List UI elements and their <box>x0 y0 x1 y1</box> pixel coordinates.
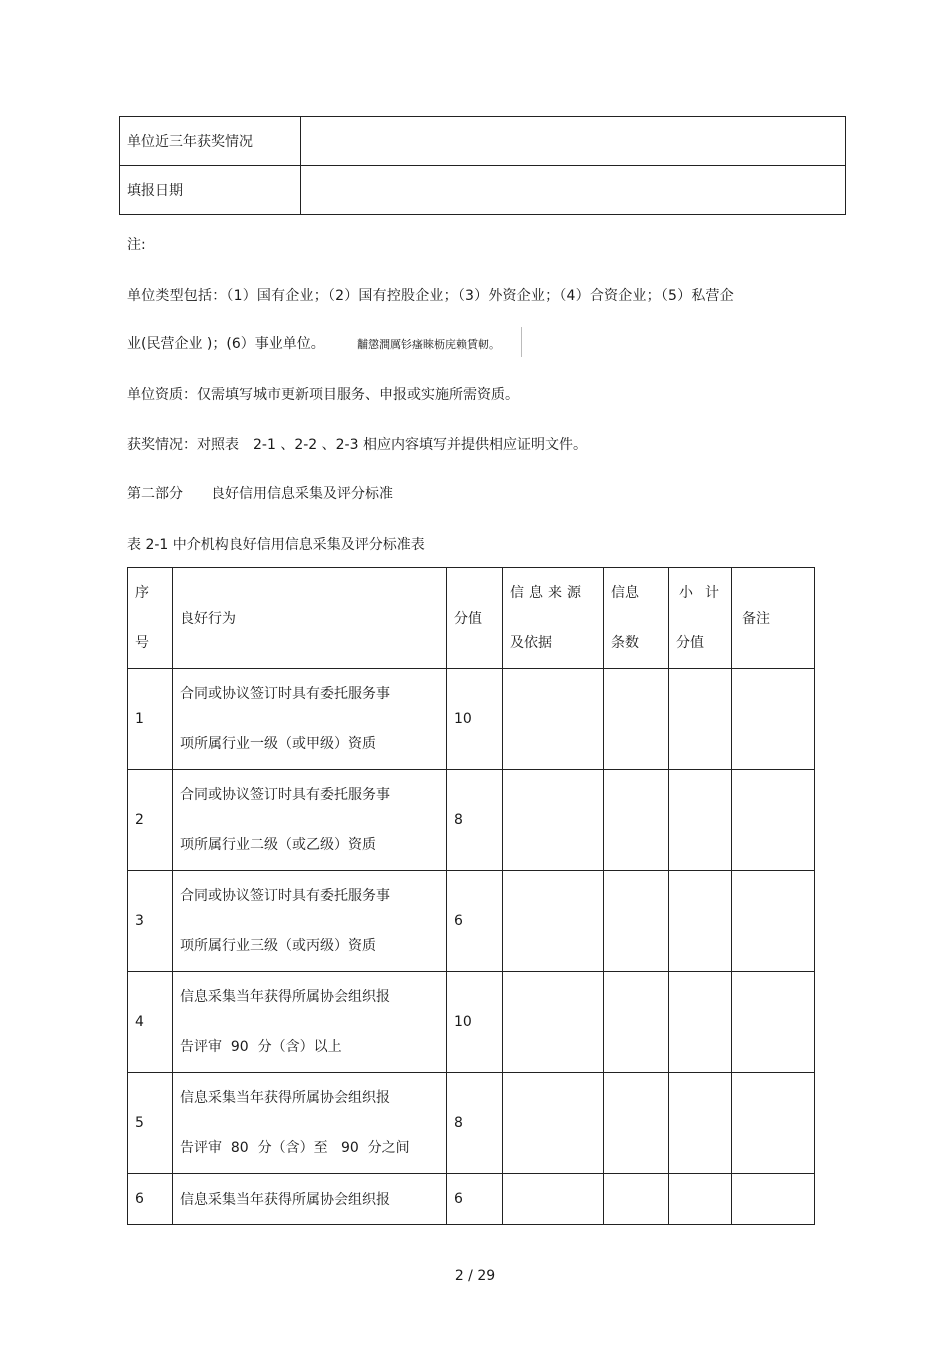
info-value-awards <box>301 117 846 166</box>
row-desc <box>173 669 447 770</box>
awards-note: 获奖情况：对照表 2-1 、2-2 、2-3 相应内容填写并提供相应证明文件。 <box>127 437 587 453</box>
info-label-date: 填报日期 <box>120 166 301 215</box>
unit-type-note-line2: 业(民营企业 )；(6）事业单位。 <box>127 336 325 352</box>
row-desc-line2: 项所属行业三级（或丙级）资质 <box>180 938 376 954</box>
row-remark <box>732 1073 815 1174</box>
credit-score-table <box>127 567 815 1225</box>
part-two-title: 第二部分 良好信用信息采集及评分标准 <box>127 486 393 502</box>
row-desc-line1: 信息采集当年获得所属协会组织报 <box>180 1090 390 1106</box>
header-source-line2: 及依据 <box>510 635 552 651</box>
row-desc <box>173 871 447 972</box>
row-desc <box>173 1174 447 1225</box>
header-score: 分值 <box>447 568 503 669</box>
row-source <box>503 972 604 1073</box>
row-remark <box>732 669 815 770</box>
row-subtotal <box>669 669 732 770</box>
row-count <box>604 871 669 972</box>
row-desc-line1: 合同或协议签订时具有委托服务事 <box>180 686 390 702</box>
row-seq: 3 <box>128 871 173 972</box>
info-row-awards <box>120 117 846 166</box>
row-score: 6 <box>447 1174 503 1225</box>
row-remark <box>732 770 815 871</box>
row-seq: 5 <box>128 1073 173 1174</box>
header-count-line2: 条数 <box>611 635 639 651</box>
row-remark <box>732 972 815 1073</box>
row-desc-line2: 项所属行业一级（或甲级）资质 <box>180 736 376 752</box>
row-score: 10 <box>447 669 503 770</box>
row-source <box>503 1174 604 1225</box>
row-desc-line1: 合同或协议签订时具有委托服务事 <box>180 888 390 904</box>
header-subtotal-line2: 分值 <box>676 635 704 651</box>
row-desc-line2: 项所属行业二级（或乙级）资质 <box>180 837 376 853</box>
row-remark <box>732 871 815 972</box>
info-row-date <box>120 166 846 215</box>
row-seq: 1 <box>128 669 173 770</box>
row-seq: 6 <box>128 1174 173 1225</box>
header-remark: 备注 <box>732 568 815 669</box>
table-row <box>128 669 815 770</box>
page-number: 2 / 29 <box>454 1268 496 1284</box>
table-row <box>128 871 815 972</box>
row-score: 8 <box>447 770 503 871</box>
row-desc <box>173 770 447 871</box>
row-score: 10 <box>447 972 503 1073</box>
qualification-note: 单位资质：仅需填写城市更新项目服务、申报或实施所需资质。 <box>127 387 519 403</box>
header-count-line1: 信息 <box>611 585 639 601</box>
row-seq: 2 <box>128 770 173 871</box>
header-subtotal <box>669 568 732 669</box>
row-count <box>604 669 669 770</box>
row-source <box>503 770 604 871</box>
row-desc-line1: 合同或协议签订时具有委托服务事 <box>180 787 390 803</box>
info-value-date <box>301 166 846 215</box>
header-count <box>604 568 669 669</box>
row-count <box>604 972 669 1073</box>
row-count <box>604 1174 669 1225</box>
row-desc-line2: 告评审 80 分（含）至 90 分之间 <box>180 1140 410 1156</box>
header-seq-line2: 号 <box>135 635 149 651</box>
row-subtotal <box>669 1073 732 1174</box>
row-subtotal <box>669 770 732 871</box>
row-score: 8 <box>447 1073 503 1174</box>
garbled-text: 黼懲澗厲钐瘙睞枥庑赖賃軔。 <box>357 338 500 351</box>
table-row <box>128 972 815 1073</box>
header-subtotal-line1: 小计 <box>679 585 731 601</box>
header-behavior: 良好行为 <box>173 568 447 669</box>
header-source-line1: 信息来源 <box>510 585 586 601</box>
info-label-awards: 单位近三年获奖情况 <box>120 117 301 166</box>
row-source <box>503 871 604 972</box>
table-row <box>128 1073 815 1174</box>
row-desc-line1: 信息采集当年获得所属协会组织报 <box>180 1192 390 1208</box>
row-source <box>503 669 604 770</box>
row-desc <box>173 972 447 1073</box>
row-subtotal <box>669 871 732 972</box>
unit-type-note-line1: 单位类型包括：（1）国有企业；（2）国有控股企业；（3）外资企业；（4）合资企业；（5）私营企 <box>127 288 734 304</box>
table-row <box>128 1174 815 1225</box>
header-seq <box>128 568 173 669</box>
row-subtotal <box>669 972 732 1073</box>
row-desc <box>173 1073 447 1174</box>
header-seq-line1: 序 <box>135 585 149 601</box>
row-seq: 4 <box>128 972 173 1073</box>
table-caption: 表 2-1 中介机构良好信用信息采集及评分标准表 <box>127 537 425 553</box>
row-desc-line2: 告评审 90 分（含）以上 <box>180 1039 342 1055</box>
row-source <box>503 1073 604 1174</box>
row-count <box>604 1073 669 1174</box>
row-count <box>604 770 669 871</box>
unit-info-table <box>119 116 846 215</box>
row-score: 6 <box>447 871 503 972</box>
header-source <box>503 568 604 669</box>
row-subtotal <box>669 1174 732 1225</box>
notes-heading: 注: <box>127 237 146 253</box>
table-header-row <box>128 568 815 669</box>
table-row <box>128 770 815 871</box>
row-remark <box>732 1174 815 1225</box>
row-desc-line1: 信息采集当年获得所属协会组织报 <box>180 989 390 1005</box>
divider <box>521 327 522 357</box>
